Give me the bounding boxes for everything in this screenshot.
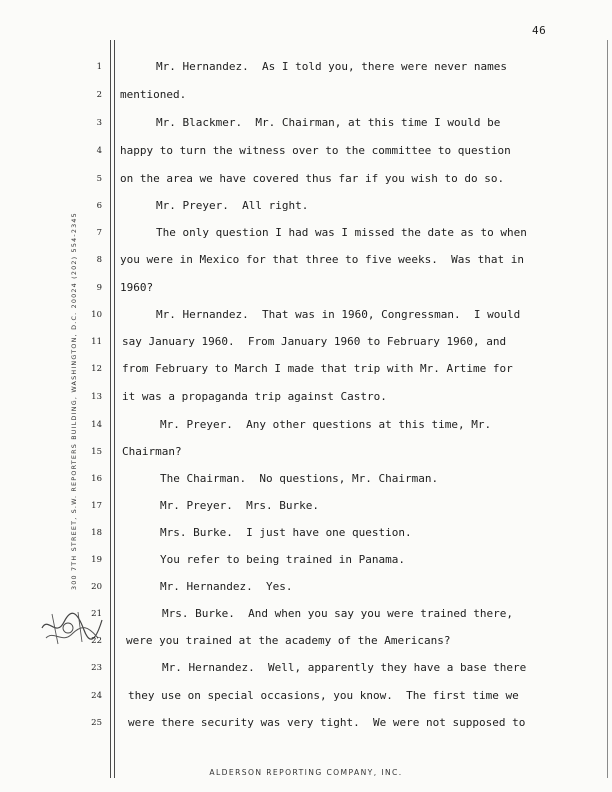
- line-number: 14: [91, 420, 102, 430]
- line-text: Mr. Hernandez. Yes.: [160, 580, 293, 593]
- line-number: 8: [96, 255, 102, 265]
- transcript-line: [0, 551, 612, 571]
- transcript-line: [0, 306, 612, 326]
- line-text: say January 1960. From January 1960 to February 1960, and: [122, 335, 507, 348]
- line-number: 7: [96, 228, 102, 238]
- line-number: 9: [96, 283, 102, 293]
- transcript-line: [0, 279, 612, 299]
- reporter-address-side-text: 300 7TH STREET, S.W. REPORTERS BUILDING, WASHINGTON, D.C. 20024 (202) 554-2345: [70, 212, 78, 590]
- line-number: 10: [91, 310, 102, 320]
- page-number: 46: [532, 24, 547, 37]
- transcript-line: [0, 578, 612, 598]
- line-number: 2: [96, 90, 102, 100]
- line-text: Mrs. Burke. And when you say you were trained there,: [162, 607, 513, 620]
- line-number: 3: [96, 118, 102, 128]
- line-text: Mr. Hernandez. That was in 1960, Congressman. I would: [156, 308, 521, 321]
- line-number: 24: [91, 691, 102, 701]
- line-text: 1960?: [120, 281, 154, 294]
- line-text: were there security was very tight. We were not supposed to: [128, 716, 526, 729]
- line-text: Mr. Blackmer. Mr. Chairman, at this time I would be: [156, 116, 501, 129]
- transcript-line: [0, 86, 612, 106]
- transcript-line: [0, 443, 612, 463]
- transcript-line: [0, 197, 612, 217]
- line-number: 4: [96, 146, 102, 156]
- transcript-line: [0, 632, 612, 652]
- line-text: Mr. Hernandez. As I told you, there were never names: [156, 60, 507, 73]
- transcript-line: [0, 605, 612, 625]
- line-number: 18: [91, 528, 102, 538]
- line-number: 22: [91, 636, 102, 646]
- transcript-line: [0, 659, 612, 679]
- line-text: mentioned.: [120, 88, 187, 101]
- transcript-line: [0, 224, 612, 244]
- transcript-line: [0, 333, 612, 353]
- line-text: Mr. Hernandez. Well, apparently they have a base there: [162, 661, 527, 674]
- line-text: The Chairman. No questions, Mr. Chairman.: [160, 472, 439, 485]
- transcript-line: [0, 497, 612, 517]
- line-number: 23: [91, 663, 102, 673]
- transcript-line: [0, 524, 612, 544]
- line-number: 25: [91, 718, 102, 728]
- line-number: 12: [91, 364, 102, 374]
- transcript-line: [0, 170, 612, 190]
- line-text: on the area we have covered thus far if you wish to do so.: [120, 172, 505, 185]
- line-text: Mrs. Burke. I just have one question.: [160, 526, 412, 539]
- footer-company: ALDERSON REPORTING COMPANY, INC.: [209, 768, 403, 777]
- line-text: you were in Mexico for that three to five weeks. Was that in: [120, 253, 524, 266]
- line-text: it was a propaganda trip against Castro.: [122, 390, 387, 403]
- transcript-line: [0, 687, 612, 707]
- line-text: Chairman?: [122, 445, 182, 458]
- transcript-line: [0, 388, 612, 408]
- transcript-line: [0, 714, 612, 734]
- line-text: were you trained at the academy of the Americans?: [126, 634, 451, 647]
- transcript-line: [0, 416, 612, 436]
- line-number: 5: [96, 174, 102, 184]
- line-text: The only question I had was I missed the date as to when: [156, 226, 527, 239]
- line-number: 21: [91, 609, 102, 619]
- line-number: 17: [91, 501, 102, 511]
- line-text: Mr. Preyer. Any other questions at this time, Mr.: [160, 418, 492, 431]
- line-text: from February to March I made that trip with Mr. Artime for: [122, 362, 513, 375]
- line-number: 13: [91, 392, 102, 402]
- line-number: 11: [91, 337, 102, 347]
- line-number: 15: [91, 447, 102, 457]
- line-text: You refer to being trained in Panama.: [160, 553, 406, 566]
- transcript-line: [0, 251, 612, 271]
- transcript-line: [0, 470, 612, 490]
- line-text: Mr. Preyer. All right.: [156, 199, 309, 212]
- line-text: they use on special occasions, you know. The first time we: [128, 689, 519, 702]
- line-number: 20: [91, 582, 102, 592]
- transcript-line: [0, 58, 612, 78]
- line-number: 16: [91, 474, 102, 484]
- line-number: 19: [91, 555, 102, 565]
- line-number: 1: [96, 62, 102, 72]
- line-text: happy to turn the witness over to the committee to question: [120, 144, 511, 157]
- line-text: Mr. Preyer. Mrs. Burke.: [160, 499, 319, 512]
- line-number: 6: [96, 201, 102, 211]
- transcript-line: [0, 142, 612, 162]
- transcript-line: [0, 114, 612, 134]
- transcript-line: [0, 360, 612, 380]
